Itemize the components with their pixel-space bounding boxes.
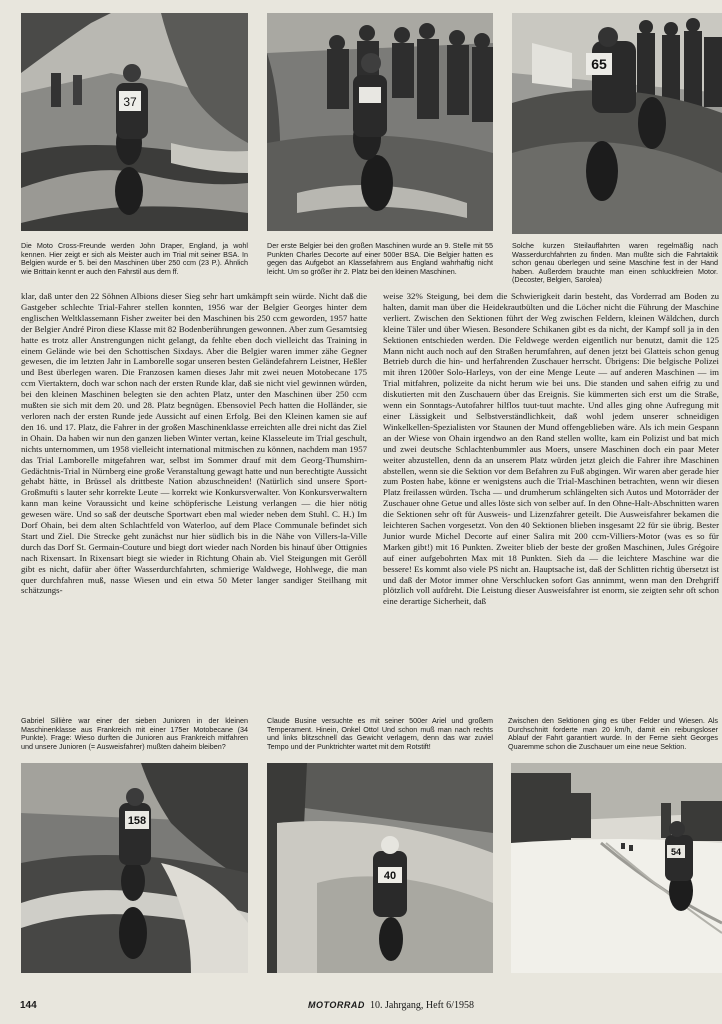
rider-number-65: 65 [591,56,607,72]
rider-number-37: 37 [123,95,137,109]
issue-info: 10. Jahrgang, Heft 6/1958 [370,1000,474,1011]
photo-draper-muddy-trail [21,13,248,231]
page-footer [20,998,710,1018]
rider-number-54: 54 [670,847,682,857]
magazine-logo: MOTORRAD [308,1000,365,1010]
caption-silliere: Gabriel Sillière war einer der sieben Junioren in der kleinen Maschinenklasse aus Frankreich mit einer 175er Motobecane (34 Punkte). Frage: Wieso durften die Junioren aus Frankreich mitfahren und unsere Junioren (= Ausweisfahrer) mußten daheim bleiben? [21,717,248,751]
photo-quaremme-snow-field [511,763,722,973]
article-column-right: weise 32% Steigung, bei dem die Schwierigkeit darin besteht, das Vorderrad am Boden zu halten, damit man über die Heidekrautbülten und die Löcher nicht die Führung der Maschine verliert. Zwischen den Sektionen führt der Weg zwischen Feldern, kleinen Wäldchen, durch kleine Täler und über Wiesen. Besondere Schikanen gibt es da nicht, der Kampf soll ja in den Sektionen entschieden werden. Die Feldwege werden eigentlich nur benutzt, damit die 125 Mann nicht auch noch auf den Straßen herumfahren, auf denen jetzt bei Glatteis schon genug Betrieb durch die hin- und herfahrenden Zuschauer herrscht. Übrigens: Die belgische Polizei mit ihren 1200er Solo-Harleys, von der eine Menge Leute — auf anderen Maschinen — im Trial mitfahren, polizeite da nicht herum wie bei uns. Die standen und sahen eifrig zu und diskutierten mit den Zuschauern über das Ereignis. Sie kümmerten sich erst um die Straße, wenn ein Sonntags-Autofahrer hilflos tuut-tuut machte. Und alles ging ohne Aufregung mit einer Lässigkeit und Selbstverständlichkeit, daß wohl jedem unserer schneidigen Winkelkellen-Spezialisten vor Staunen der Mund offengeblieben wäre. Als ich mein Gespann an der Wiese von Ohain irgendwo an den Rand stellen wollte, kam ein Polizist und bat mich und zwei deutsche Schlachtenbummler aus Moers, unsere Maschinen doch ein paar Meter weiter abzustellen, denn da an unserem Platz würden jetzt gleich die Fahrer ihre Maschinen abstellen, wenn sie die Sektion vor dem Befahren zu Fuß abgingen. Wir waren aber gerade hier zum Posten habe, könne er wenigstens auch die Trial-Maschinen betrachten, wenn wir diesen Platz freilassen würden. Tscha — und drumherum schlängelten sich Autos und Motorräder der Zuschauer ohne Getue und alles löste sich von selber auf. In den Ohne-Halt-Abschnitten waren die Sektionen sehr oft für Ausweis- und Lizenzfahrer geteilt. Die Ausweisfahrer bekamen die leichteren Sachen vorgesetzt. Von den 40 Sektionen blieben insgesamt 22 für sie übrig. Bester Junior wurde Michel Decorte auf einer Salira mit 200 ccm-Villiers-Motor (was es so für Marken gibt!) mit 16 Punkten. Zweiter blieb der beste der großen Maschinen, Jules Grégoire auf einer aufgebohrten Max mit 18 Punkten. Sieh da — die leichtere Maschine war die bessere! Es kommt also viele PS nicht an. Hauptsache ist, daß der Schlitten richtig übersetzt ist und daß der Motor immer ohne Verschlucken sofort Gas annimmt, wenn man den Drehgriff plötzlich voll aufdreht. Die Leistung dieser Ausweisfahrer ist enorm, sie zeigten sehr oft schon eine derartige Sicherheit, daß [383,291,719,607]
caption-decorte: Der erste Belgier bei den großen Maschinen wurde an 9. Stelle mit 55 Punkten Charles Decorte auf einer 500er BSA. Die Belgier hatten es gegen das Aufgebot an Klassefahrern aus England wahrhaftig nicht leicht. Um so größer ihr 2. Platz bei den kleinen Maschinen. [267,242,493,276]
caption-decoster: Solche kurzen Steilauffahrten waren regelmäßig nach Wasserdurchfahrten zu finden. Man mußte sich die Fahrtaktik schon genau überlegen und seine Maschine fest in der Hand haben. Außerdem brauchte man einen schluckfreien Motor. (Decoster, Belgien, Sarolea) [512,242,718,285]
photo-silliere-mud-track [21,763,248,973]
photo-busine-snowy-slope [267,763,493,973]
caption-busine: Claude Busine versuchte es mit seiner 500er Ariel und großem Temperament. Hinein, Onkel Otto! Und schon muß man nach rechts und links blitzschnell das Gewicht verlagern, denn das war zuviel Tempo und der Punktrichter wartet mit dem Rotstift! [267,717,493,751]
page-number: 144 [20,1000,37,1011]
rider-number-158: 158 [127,815,147,827]
article-column-left: klar, daß unter den 22 Söhnen Albions dieser Sieg sehr hart umkämpft sein würde. Nicht daß die Gastgeber schlechte Trial-Fahrer stellen konnten, 1956 war der Belgier Georges hinter dem englischen Weltklassemann Fisher zweiter bei den Maschinen bis 250 ccm geworden, 1957 hatte der Belgier André Piron diese Klasse mit 82 Bodenberührungen gewonnen. Aber zum Gesamtsieg hatte es trotz aller Anstrengungen nicht gelangt, da fehlte eben doch vielleicht das Training in einem Gelände wie bei den Schottischen Sixdays. Aber die Belgier waren immer zähe Gegner gewesen, die im letzten Jahr in Lamborelle sogar unseren besten Geländefahrern Leistner, Heßler und Best überlegen waren. Die Franzosen kamen dieses Jahr mit zwei neuen Motobecane 175 ccm Viertaktern, doch war schon nach der ersten Runde klar, daß sie nicht viel gewinnen würden, bei den kleinen Maschinen belegten sie den achten Platz, unter den Maschinen über 250 ccm mußten sie sich mit dem 20. und 28. Platz begnügen. Ebensoviel Pech hatten die Holländer, sie verloren nach der ersten Runde jede Aussicht auf einen Erfolg. Bei den Kleinen kamen sie auf den 16. und 17. Platz, die Fahrer in der großen Maschinenklasse erreichten alle drei nicht das Ziel in Ohain. Da haben wir nun den ganzen lieben Winter vertan, keine Klasseleute im Trial geschult, nichts unternommen, um 1958 vielleicht international mitmischen zu können, nachdem man 1957 das Trial Lamborelle mitgefahren war, selbst im Sommer drauf mit dem Georg-Thumshirn-Gedächtnis-Trial in Nürnberg eine große Veranstaltung gewagt hatte und nun berechtigte Aussicht gehabt hätte, in Brüssel als drittbeste Nation abzuschneiden! (Natürlich sind unsere Sport-Großmufti s lauter sehr korrekte Leute — korrekt wie Konkursverwalter. Von Konkursverwaltern kann man keine Voraussicht und keine schöpferische Leistung verlangen — die hier nötig gewesen wäre. Und so saß der deutsche Sportwart eben mal wieder neben dem Stuhl. C. H.) Im Dorf Ohain, bei dem alten Schlachtfeld von Waterloo, auf dem Place Communale befindet sich Start und Ziel. Die Strecke geht zunächst nur hier südlich bis in die Nähe von Villers-la-Ville durch das Dorf St. Germain-Couture und biegt dort wieder nach Norden bis hinauf über Ottignies nach Rixensart. In Rixensart biegt sie wieder in Richtung Ohain ab. Viel Steigungen mit Geröll gibt es nicht, dafür aber öfter Wasserdurchfahrten, schmierige Waldwege, Hohlwege, die man quer durchfahren muß, nasse Wiesen und ein etwa 50 Meter langer sandiger Steilhang mit schätzungs- [21,291,367,596]
caption-quaremme: Zwischen den Sektionen ging es über Felder und Wiesen. Als Durchschnitt forderte man 20 km/h, damit ein reibungsloser Ablauf der Fahrt garantiert wurde. In der Ferne sieht Georges Quaremme schon die Zuschauer um eine neue Sektion. [508,717,718,751]
rider-number-40: 40 [383,870,397,882]
caption-draper: Die Moto Cross-Freunde werden John Draper, England, ja wohl kennen. Hier zeigt er sich als Meister auch im Trial mit seiner BSA. In Belgien wurde er 5. bei den Maschinen über 250 ccm (23 P.). Ähnlich wie Brittain kennt er auch den Fahrstil aus dem ff. [21,242,248,276]
photo-decorte-water-crossing [267,13,493,231]
photo-decoster-steep-climb [512,13,722,234]
